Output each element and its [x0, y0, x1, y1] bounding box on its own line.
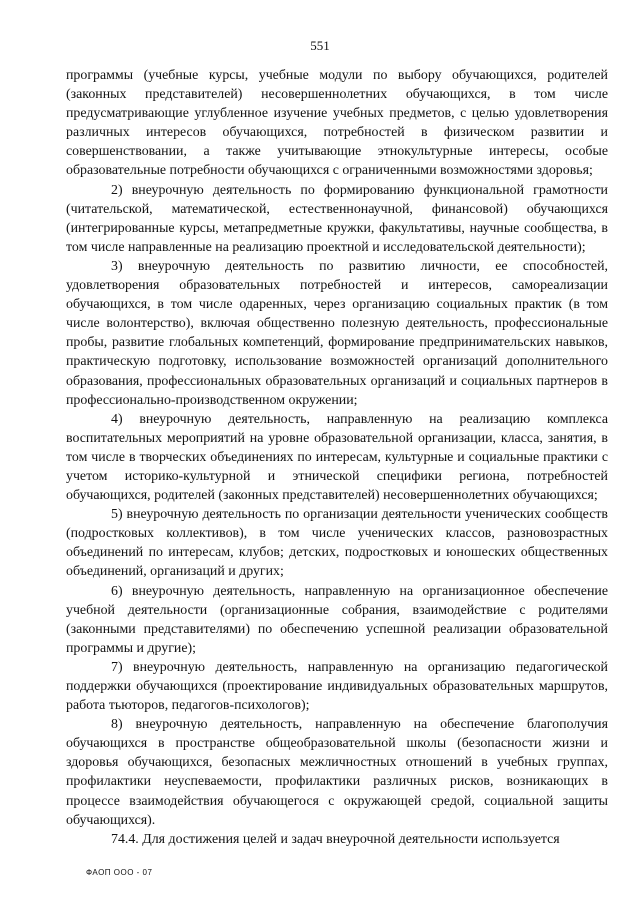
paragraph-item-2: 2) внеурочную деятельность по формированию функциональной грамотности (читательской, математической, естественнонаучной, финансовой) обучающихся (интегрированные курсы, метапредметные кружки, факультативы, научные сообщества, в том числе направленные на реализацию проектной и исследовательской деятельности); [66, 182, 608, 255]
paragraph-item-8: 8) внеурочную деятельность, направленную на обеспечение благополучия обучающихся в пространстве общеобразовательной школы (безопасности жизни и здоровья обучающихся, безопасных межличностных отношений в учебных группах, профилактики неуспеваемости, профилактики различных рисков, возникающих в процессе взаимодействия обучающегося с окружающей средой, социальной защиты обучающихся). [66, 717, 608, 828]
footer-document-code: ФАОП ООО - 07 [86, 868, 153, 877]
paragraph-section-74-4: 74.4. Для достижения целей и задач внеурочной деятельности используется [111, 831, 560, 847]
paragraph-item-3: 3) внеурочную деятельность по развитию личности, ее способностей, удовлетворения образовательных потребностей и интересов, самореализации обучающихся, в том числе одаренных, через организацию социальных практик (в том числе волонтерство), включая общественно полезную деятельность, профессиональные пробы, развитие глобальных компетенций, формирование предпринимательских навыков, практическую подготовку, использование возможностей организаций дополнительного образования, профессиональных образовательных организаций и социальных партнеров в профессионально-производственном окружении; [66, 258, 608, 408]
page-number: 551 [310, 38, 330, 53]
document-body [66, 66, 608, 849]
paragraph-item-5: 5) внеурочную деятельность по организации деятельности ученических сообществ (подростковых коллективов), в том числе ученических классов, разновозрастных объединений по интересам, клубов; детских, подростковых и юношеских общественных объединений, организаций и других; [66, 507, 608, 580]
paragraph-item-6: 6) внеурочную деятельность, направленную на организационное обеспечение учебной деятельности (организационные собрания, взаимодействие с родителями (законными представителями) по обеспечению успешной реализации образовательной программы и другие); [66, 583, 608, 656]
paragraph-item-7: 7) внеурочную деятельность, направленную на организацию педагогической поддержки обучающихся (проектирование индивидуальных образовательных маршрутов, работа тьюторов, педагогов-психологов); [66, 659, 608, 714]
paragraph-continuation: программы (учебные курсы, учебные модули по выбору обучающихся, родителей (законных представителей) несовершеннолетних обучающихся, в том числе предусматривающие углубленное изучение учебных предметов, с целью удовлетворения различных интересов обучающихся, потребностей в физическом развитии и совершенствовании, а также учитывающие этнокультурные интересы, особые образовательные потребности обучающихся с ограниченными возможностями здоровья; [66, 68, 608, 179]
paragraph-item-4: 4) внеурочную деятельность, направленную на реализацию комплекса воспитательных мероприятий на уровне образовательной организации, класса, занятия, в том числе в творческих объединениях по интересам, культурные и социальные практики с учетом историко-культурной и этнической специфики региона, потребностей обучающихся, родителей (законных представителей) несовершеннолетних обучающихся; [66, 411, 608, 504]
